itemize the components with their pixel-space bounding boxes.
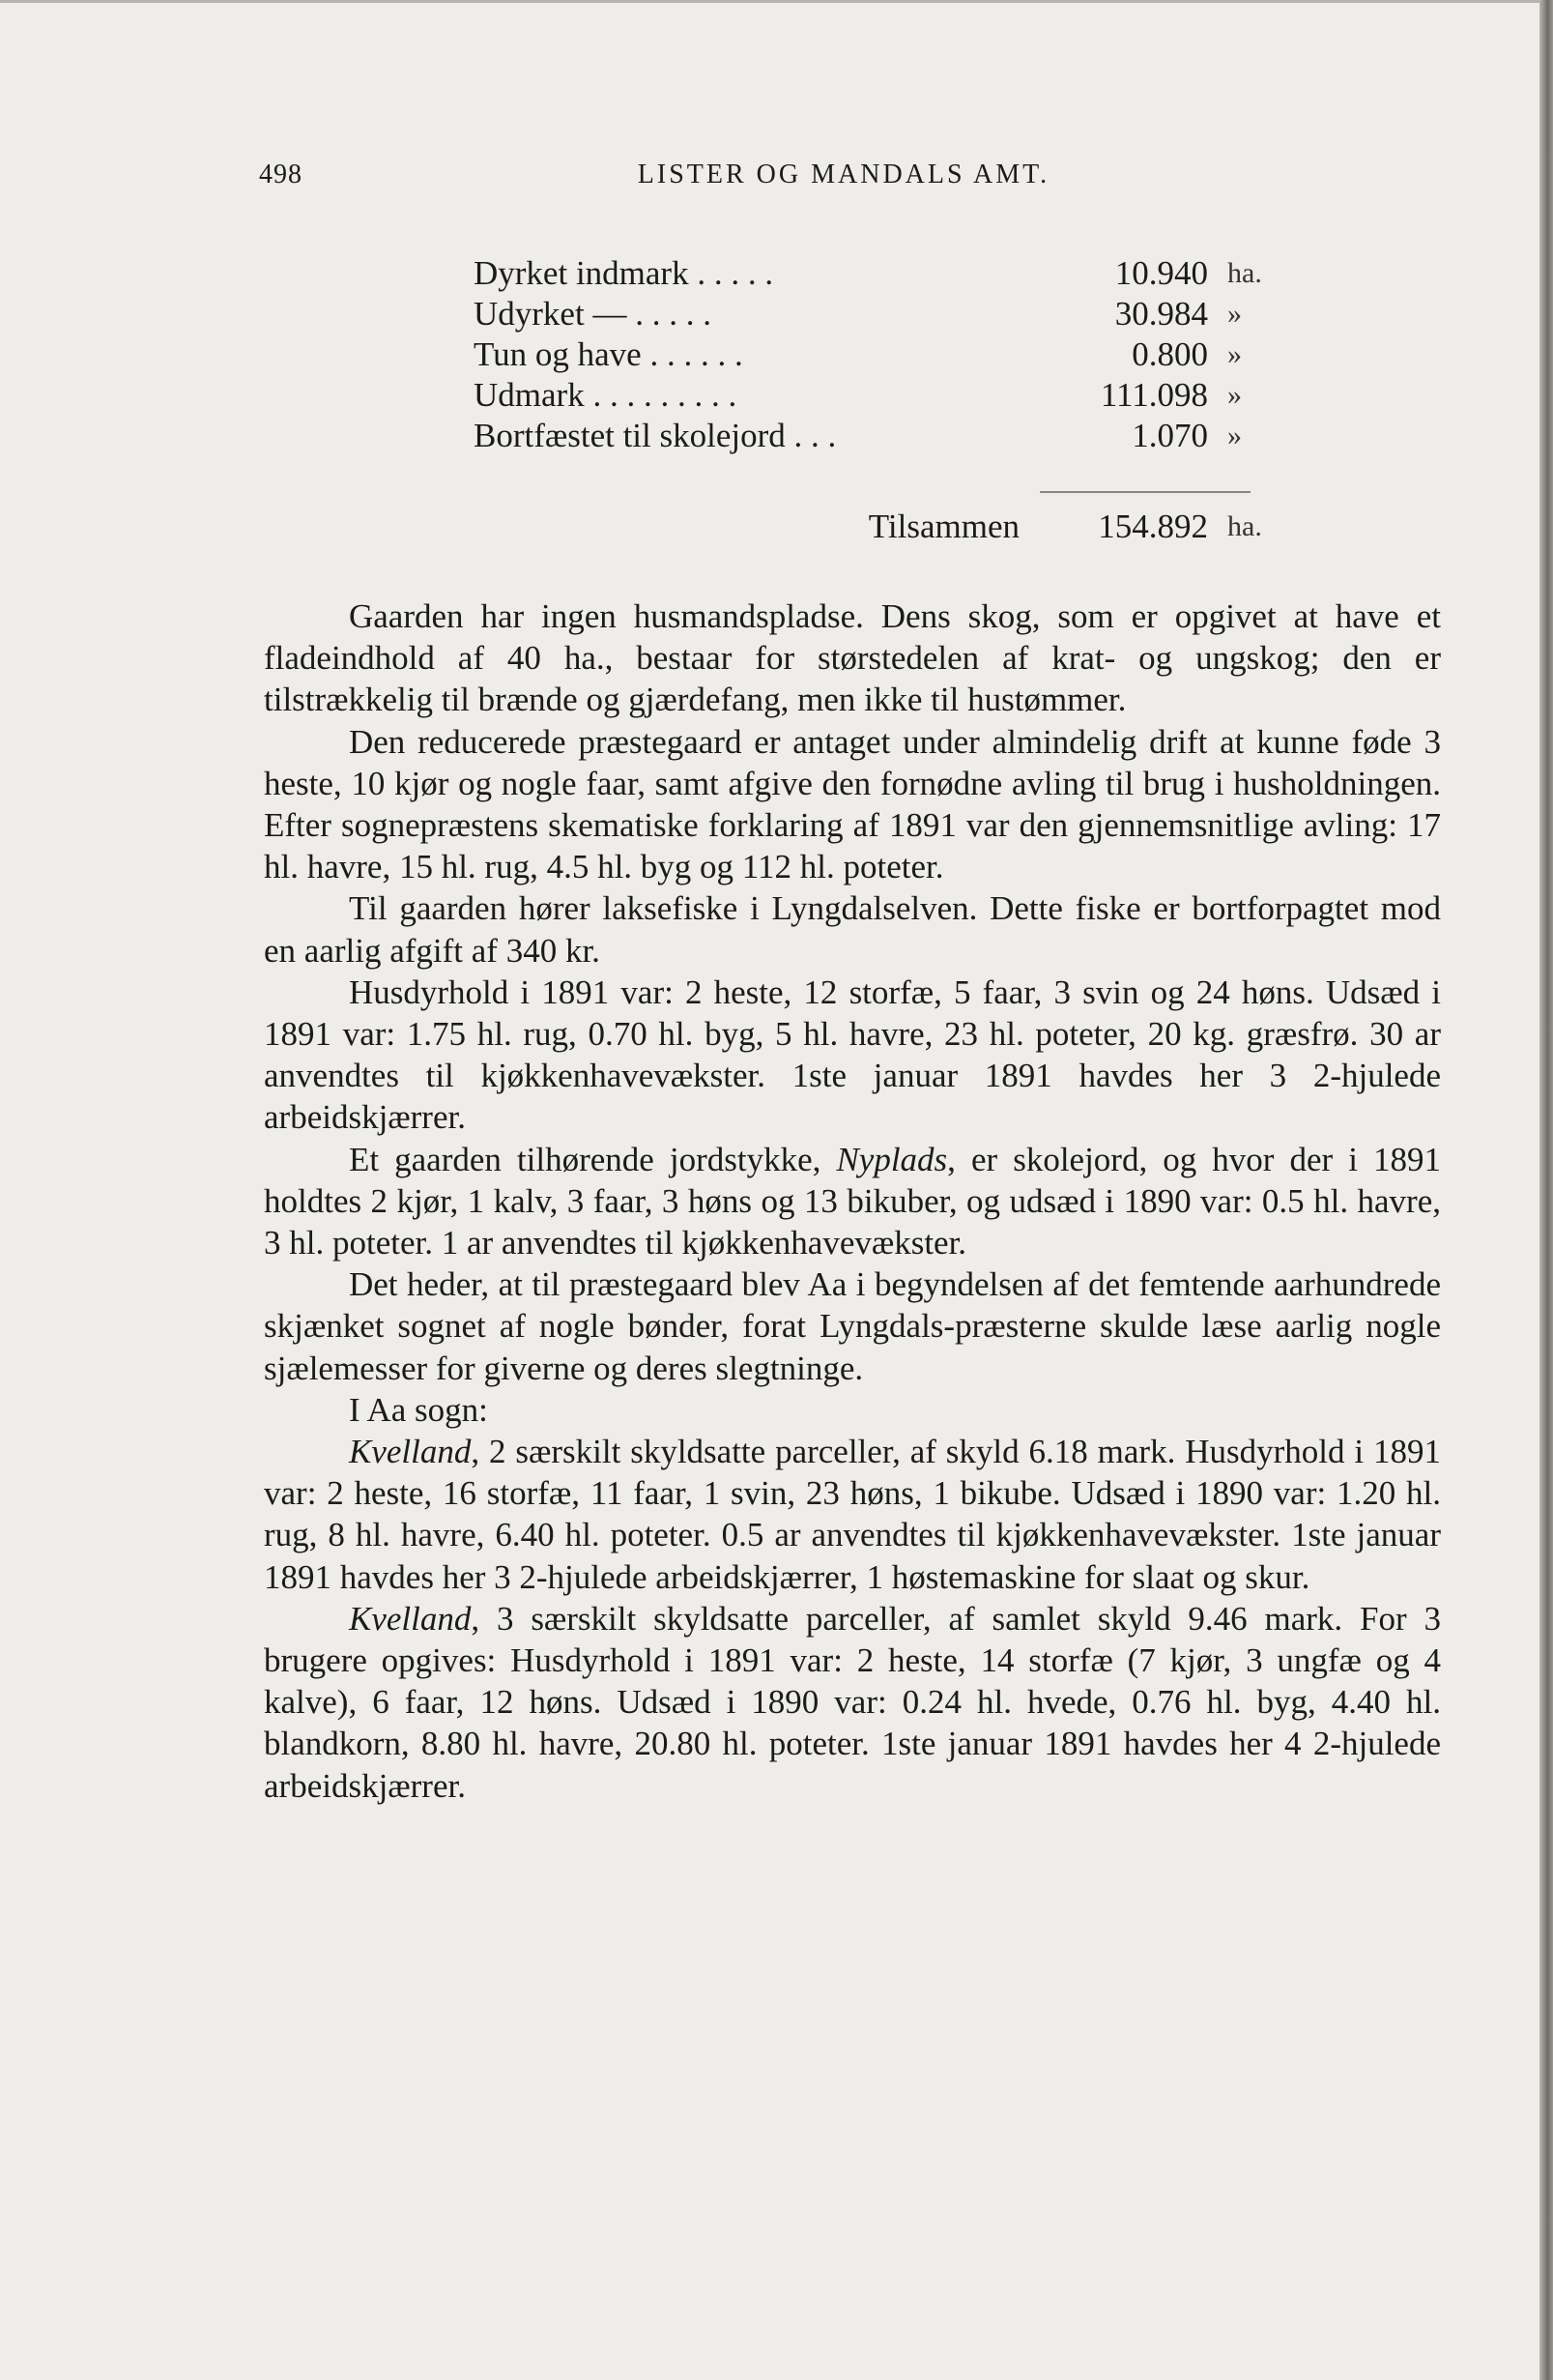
row-unit: » [1227,420,1242,451]
running-title: LISTER OG MANDALS AMT. [637,160,1050,189]
row-label: Tun og have . . . . . . [474,335,743,373]
sum-rule [1040,491,1251,493]
paragraph [264,1139,1441,1264]
paragraph: Til gaarden hører laksefiske i Lyngdalselven. Dette fiske er bortforpagtet mod en aarlig afgift af 340 kr. [264,889,1441,970]
paragraph: I Aa sogn: [349,1390,488,1429]
row-label: Dyrket indmark . . . . . [474,254,774,292]
body-text [264,595,1441,1807]
page-number: 498 [259,160,302,189]
place-name: Kvelland [349,1433,472,1471]
table-row [474,334,1285,375]
paragraph-text: Et gaarden tilhørende jordstykke, [349,1140,837,1178]
paragraph: Den reducerede præstegaard er antaget under almindelig drift at kunne føde 3 heste, 10 kjør og nogle faar, samt afgive den fornødne avling til brug i husholdningen. Efter sognepræstens skematiske forklaring af 1891 var den gjennemsnitlige avling: 17 hl. havre, 15 hl. rug, 4.5 hl. byg og 112 hl. poteter. [264,722,1441,886]
paragraph [264,1431,1441,1598]
row-label: Udyrket — . . . . . [474,295,711,333]
total-row [474,507,1285,547]
row-unit: ha. [1227,257,1262,289]
paragraph-text: , er skolejord, og hvor der i 1891 holdtes 2 kjør, 1 kalv, 3 faar, 3 høns og 13 bikuber, og udsæd i 1890 var: 0.5 hl. havre, 3 hl. poteter. 1 ar anvendtes til kjøkkenhavevækster. [264,1140,1441,1263]
table-row [474,294,1285,334]
row-label: Bortfæstet til skolejord . . . [474,417,837,454]
row-value: 10.940 [1114,254,1208,292]
row-unit: » [1227,338,1242,370]
row-label: Udmark . . . . . . . . . [474,376,737,414]
row-unit: » [1227,298,1242,330]
row-unit: » [1227,379,1242,411]
paragraph-text: , 2 særskilt skyldsatte parceller, af skyld 6.18 mark. Husdyrhold i 1891 var: 2 heste, 16 storfæ, 11 faar, 1 svin, 23 høns, 1 bikube. Udsæd i 1890 var: 1.20 hl. rug, 8 hl. havre, 6.40 hl. poteter. 0.5 ar anvendtes til kjøkkenhavevækster. 1ste januar 1891 havdes her 3 2-hjulede arbeidskjærrer, 1 høstemaskine for slaat og skur. [264,1433,1441,1596]
paragraph [264,1598,1441,1807]
place-name: Nyplads [836,1140,948,1178]
table-row [474,253,1285,294]
row-value: 30.984 [1114,295,1208,333]
table-row [474,416,1285,456]
row-value: 0.800 [1132,335,1208,373]
table-row [474,375,1285,416]
area-table [474,253,1285,545]
page-header [259,160,1428,198]
total-value: 154.892 [1098,508,1208,545]
place-name: Kvelland [349,1599,472,1638]
row-value: 111.098 [1100,376,1208,414]
paragraph: Det heder, at til præstegaard blev Aa i begyndelsen af det femtende aarhundrede skjænket sognet af nogle bønder, forat Lyngdals-præsterne skulde læse aarlig nogle sjælemesser for giverne og deres slegtninge. [264,1265,1441,1387]
total-label: Tilsammen [868,508,1020,545]
paragraph-text: , 3 særskilt skyldsatte parceller, af samlet skyld 9.46 mark. For 3 brugere opgives: Husdyrhold i 1891 var: 2 heste, 14 storfæ (7 kjør, 3 ungfæ og 4 kalve), 6 faar, 12 høns. Udsæd i 1890 var: 0.24 hl. hvede, 0.76 hl. byg, 4.40 hl. blandkorn, 8.80 hl. havre, 20.80 hl. poteter. 1ste januar 1891 havdes her 4 2-hjulede arbeidskjærrer. [264,1599,1441,1805]
page-top-edge [0,0,1553,3]
page-binding-edge [1539,0,1553,2380]
paragraph: Husdyrhold i 1891 var: 2 heste, 12 storfæ, 5 faar, 3 svin og 24 høns. Udsæd i 1891 var: 1.75 hl. rug, 0.70 hl. byg, 5 hl. havre, 23 hl. poteter, 20 kg. græsfrø. 30 ar anvendtes til kjøkkenhavevækster. 1ste januar 1891 havdes her 3 2-hjulede arbeidskjærrer. [264,972,1441,1137]
paragraph: Gaarden har ingen husmandspladse. Dens skog, som er opgivet at have et fladeindhold af 40 ha., bestaar for størstedelen af krat- og ungskog; den er tilstrækkelig til brænde og gjærdefang, men ikke til hustømmer. [264,597,1441,719]
row-value: 1.070 [1132,417,1208,454]
total-unit: ha. [1227,510,1262,542]
